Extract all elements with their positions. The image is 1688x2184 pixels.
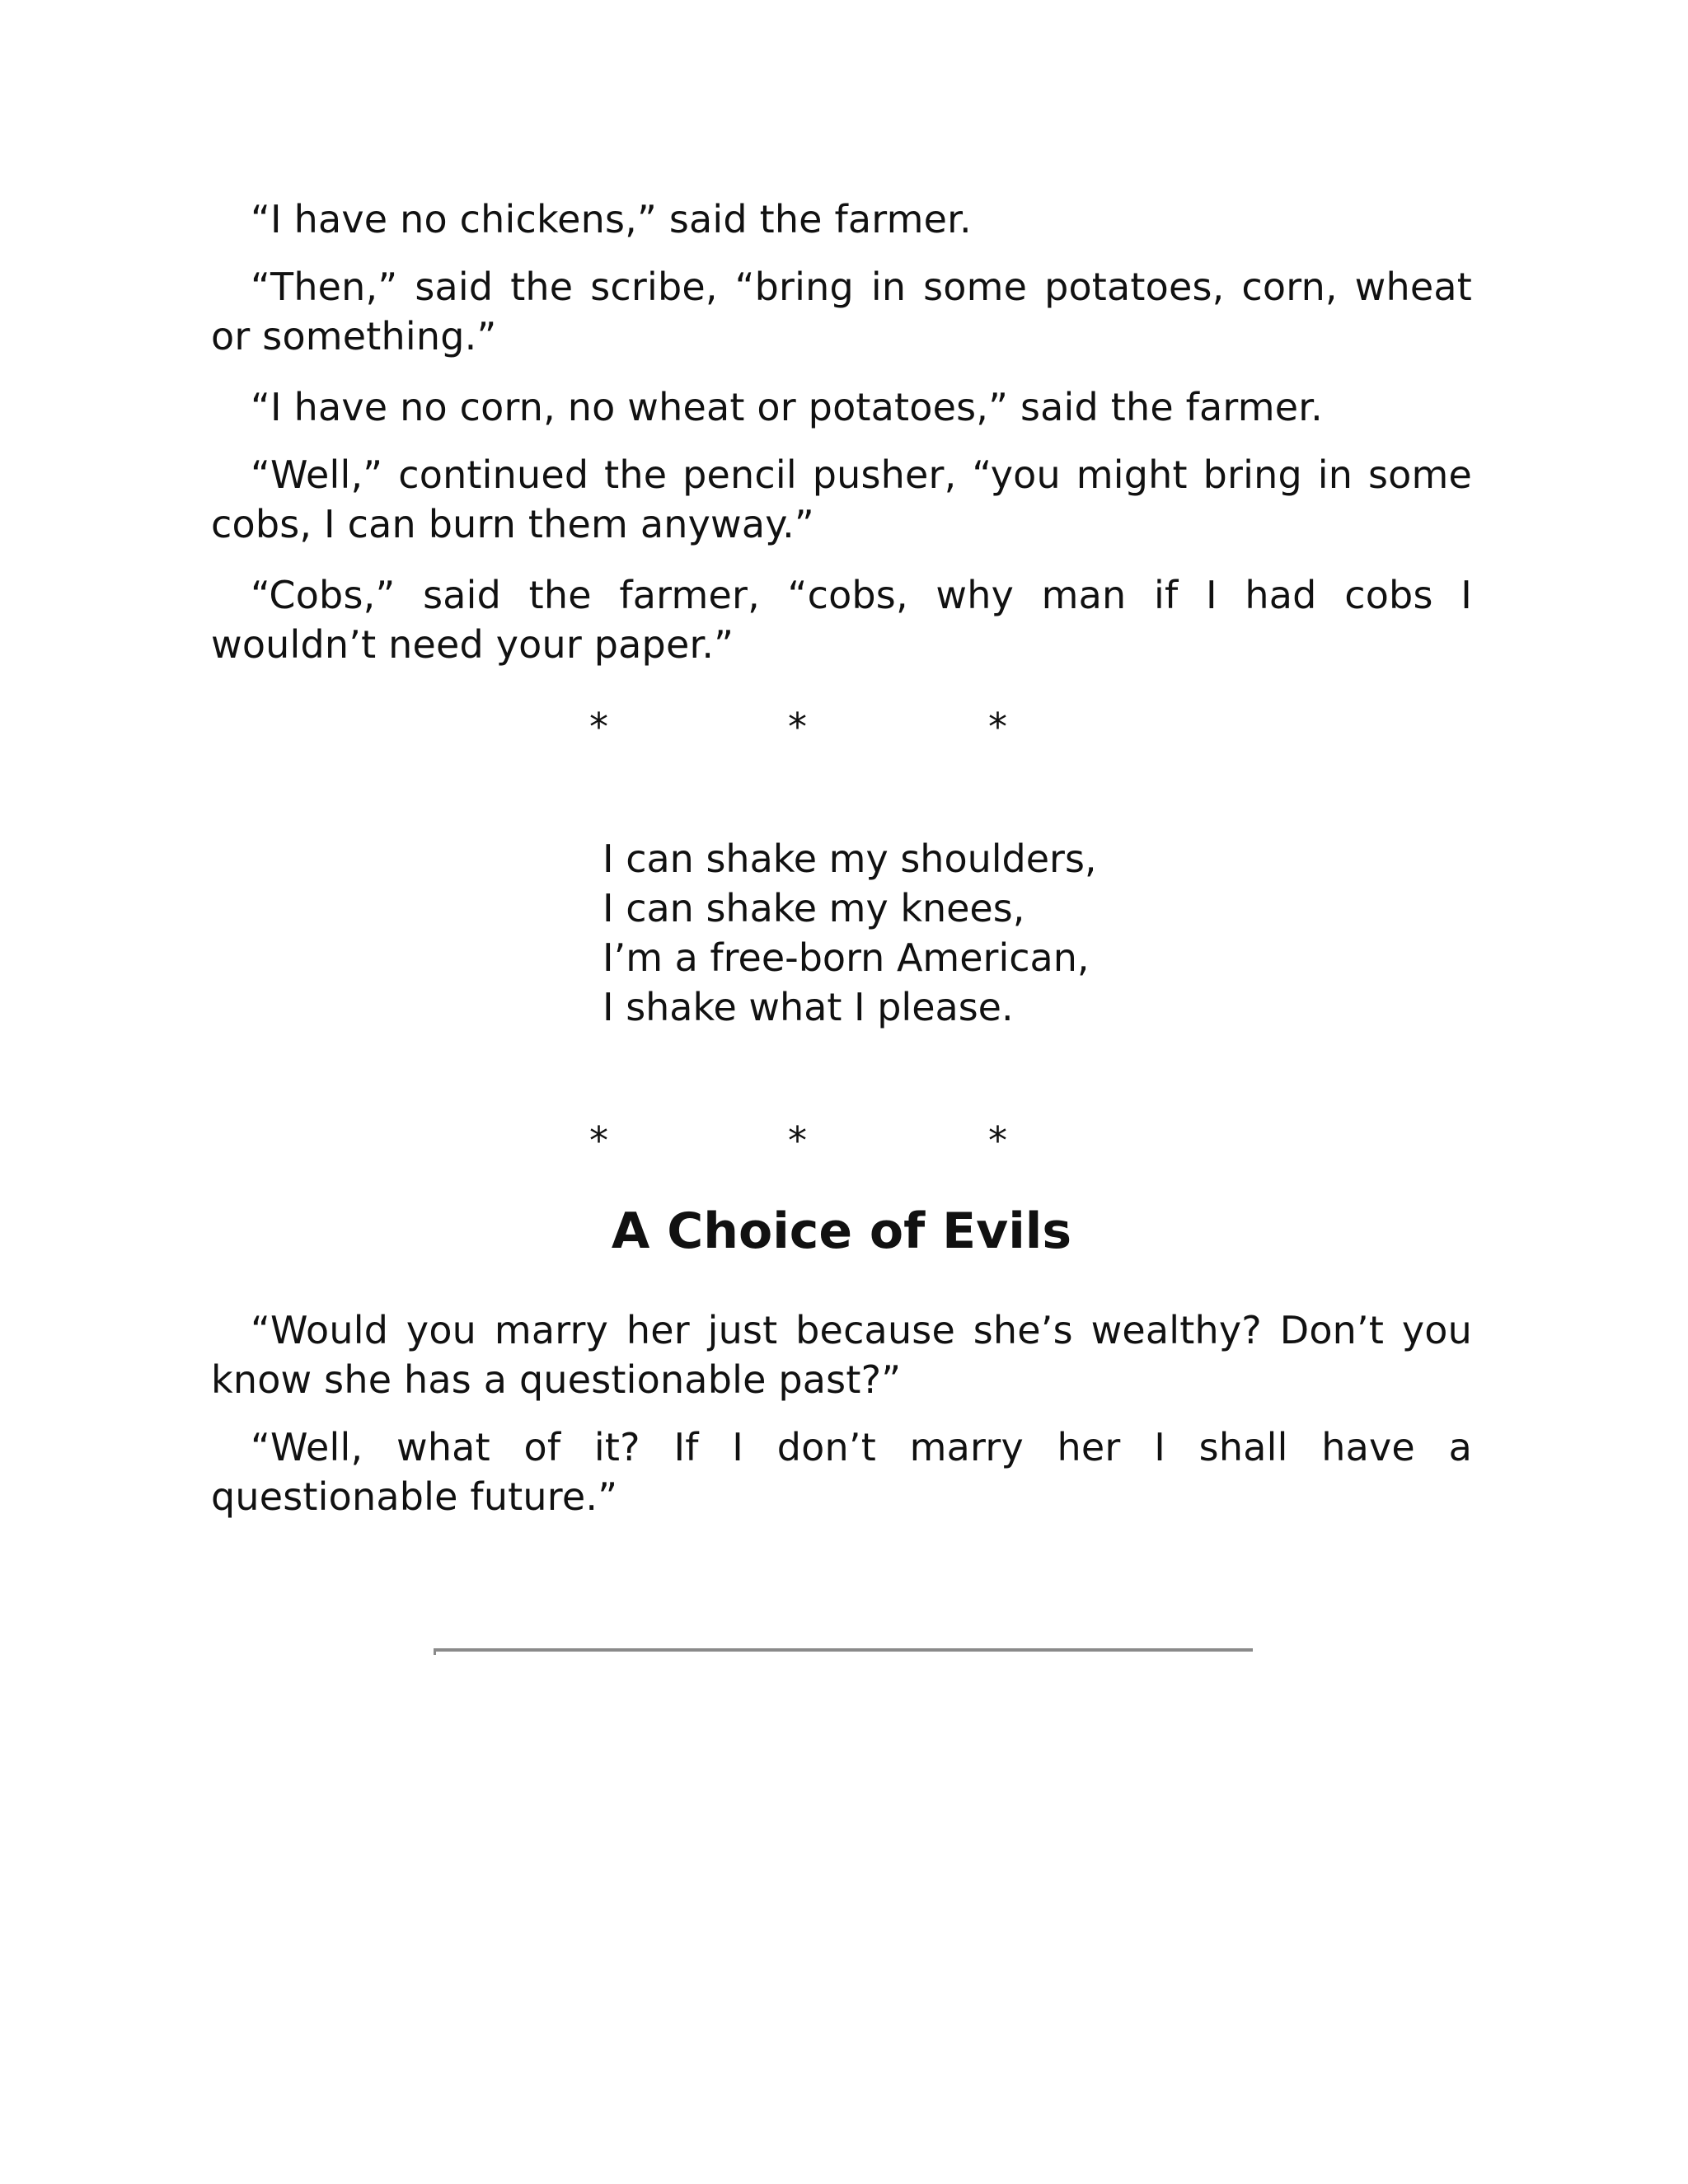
section-title: A Choice of Evils (611, 1202, 1072, 1260)
separator-star: * (788, 705, 807, 749)
document-page (211, 194, 1472, 1543)
separator-star: * (988, 1118, 1007, 1163)
separator-star: * (589, 1118, 608, 1163)
separator-star: * (589, 705, 608, 749)
poem-line: I shake what I please. (603, 985, 1014, 1029)
section-separator (211, 1116, 1472, 1165)
horizontal-rule (434, 1648, 1253, 1652)
poem-line: I can shake my knees, (603, 886, 1025, 930)
poem-stanza (603, 834, 1472, 1032)
separator-star: * (788, 1118, 807, 1163)
poem-line: I can shake my shoulders, (603, 837, 1097, 881)
separator-star: * (988, 705, 1007, 749)
paragraph: “Well, what of it? If I don’t marry her I shall have a questionable future.” (211, 1425, 1472, 1519)
paragraph: “Cobs,” said the farmer, “cobs, why man if I had cobs I wouldn’t need your paper.” (211, 573, 1472, 667)
paragraph: “I have no chickens,” said the farmer. (251, 197, 972, 241)
paragraph: “Then,” said the scribe, “bring in some potatoes, corn, wheat or something.” (211, 265, 1472, 359)
paragraph: “Would you marry her just because she’s wealthy? Don’t you know she has a questionable past?” (211, 1308, 1472, 1402)
paragraph: “Well,” continued the pencil pusher, “you might bring in some cobs, I can burn them anyway.” (211, 452, 1472, 546)
section-separator (211, 702, 1472, 752)
paragraph: “I have no corn, no wheat or potatoes,” said the farmer. (251, 385, 1323, 429)
poem-line: I’m a free-born American, (603, 935, 1090, 980)
